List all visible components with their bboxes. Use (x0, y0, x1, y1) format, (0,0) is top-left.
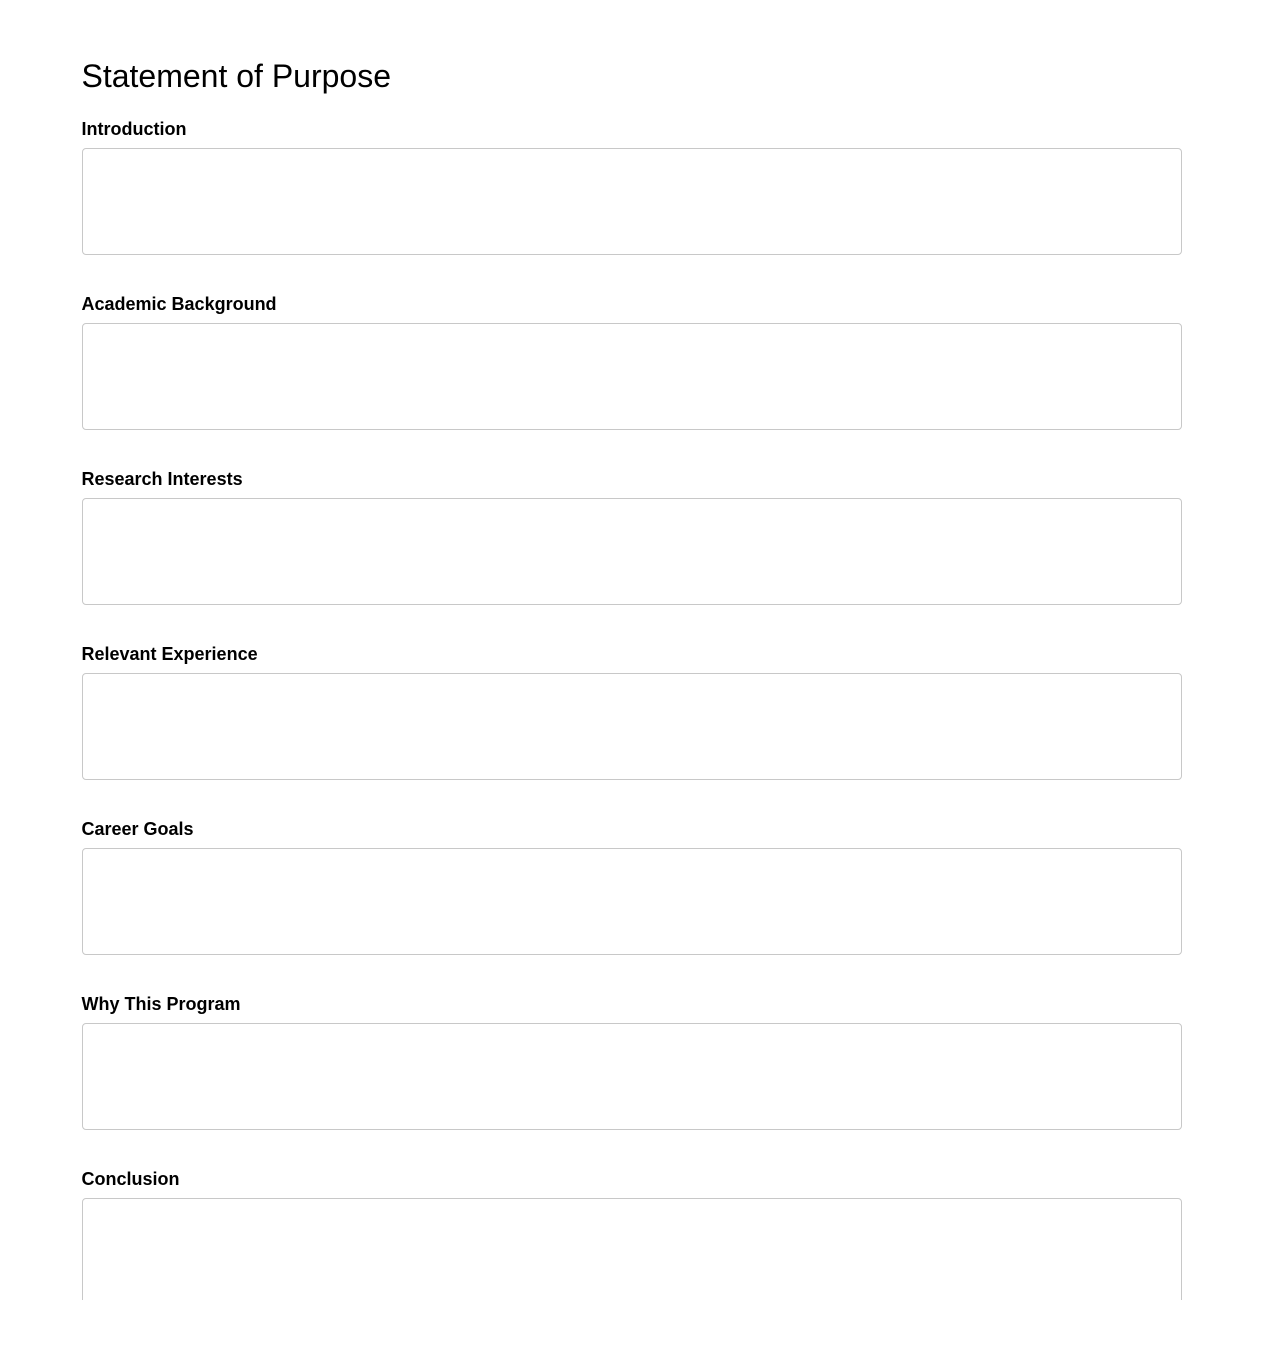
conclusion-textarea[interactable] (82, 1198, 1182, 1300)
academic-background-textarea[interactable] (82, 323, 1182, 430)
field-label-relevant-experience: Relevant Experience (81, 644, 258, 664)
field-label-introduction: Introduction (81, 119, 187, 139)
relevant-experience-textarea[interactable] (82, 673, 1182, 780)
page-title: Statement of Purpose (81, 58, 392, 94)
field-conclusion (82, 1169, 1182, 1300)
field-relevant-experience (82, 644, 1182, 780)
field-career-goals (82, 819, 1182, 955)
why-this-program-textarea[interactable] (82, 1023, 1182, 1130)
research-interests-textarea[interactable] (82, 498, 1182, 605)
career-goals-textarea[interactable] (82, 848, 1182, 955)
field-introduction (82, 119, 1182, 255)
introduction-textarea[interactable] (82, 148, 1182, 255)
statement-of-purpose-form (82, 0, 1182, 1300)
field-label-conclusion: Conclusion (81, 1169, 180, 1189)
field-academic-background (82, 294, 1182, 430)
field-research-interests (82, 469, 1182, 605)
field-label-research-interests: Research Interests (81, 469, 243, 489)
field-label-why-this-program: Why This Program (81, 994, 241, 1014)
field-why-this-program (82, 994, 1182, 1130)
field-label-career-goals: Career Goals (81, 819, 194, 839)
field-label-academic-background: Academic Background (81, 294, 277, 314)
